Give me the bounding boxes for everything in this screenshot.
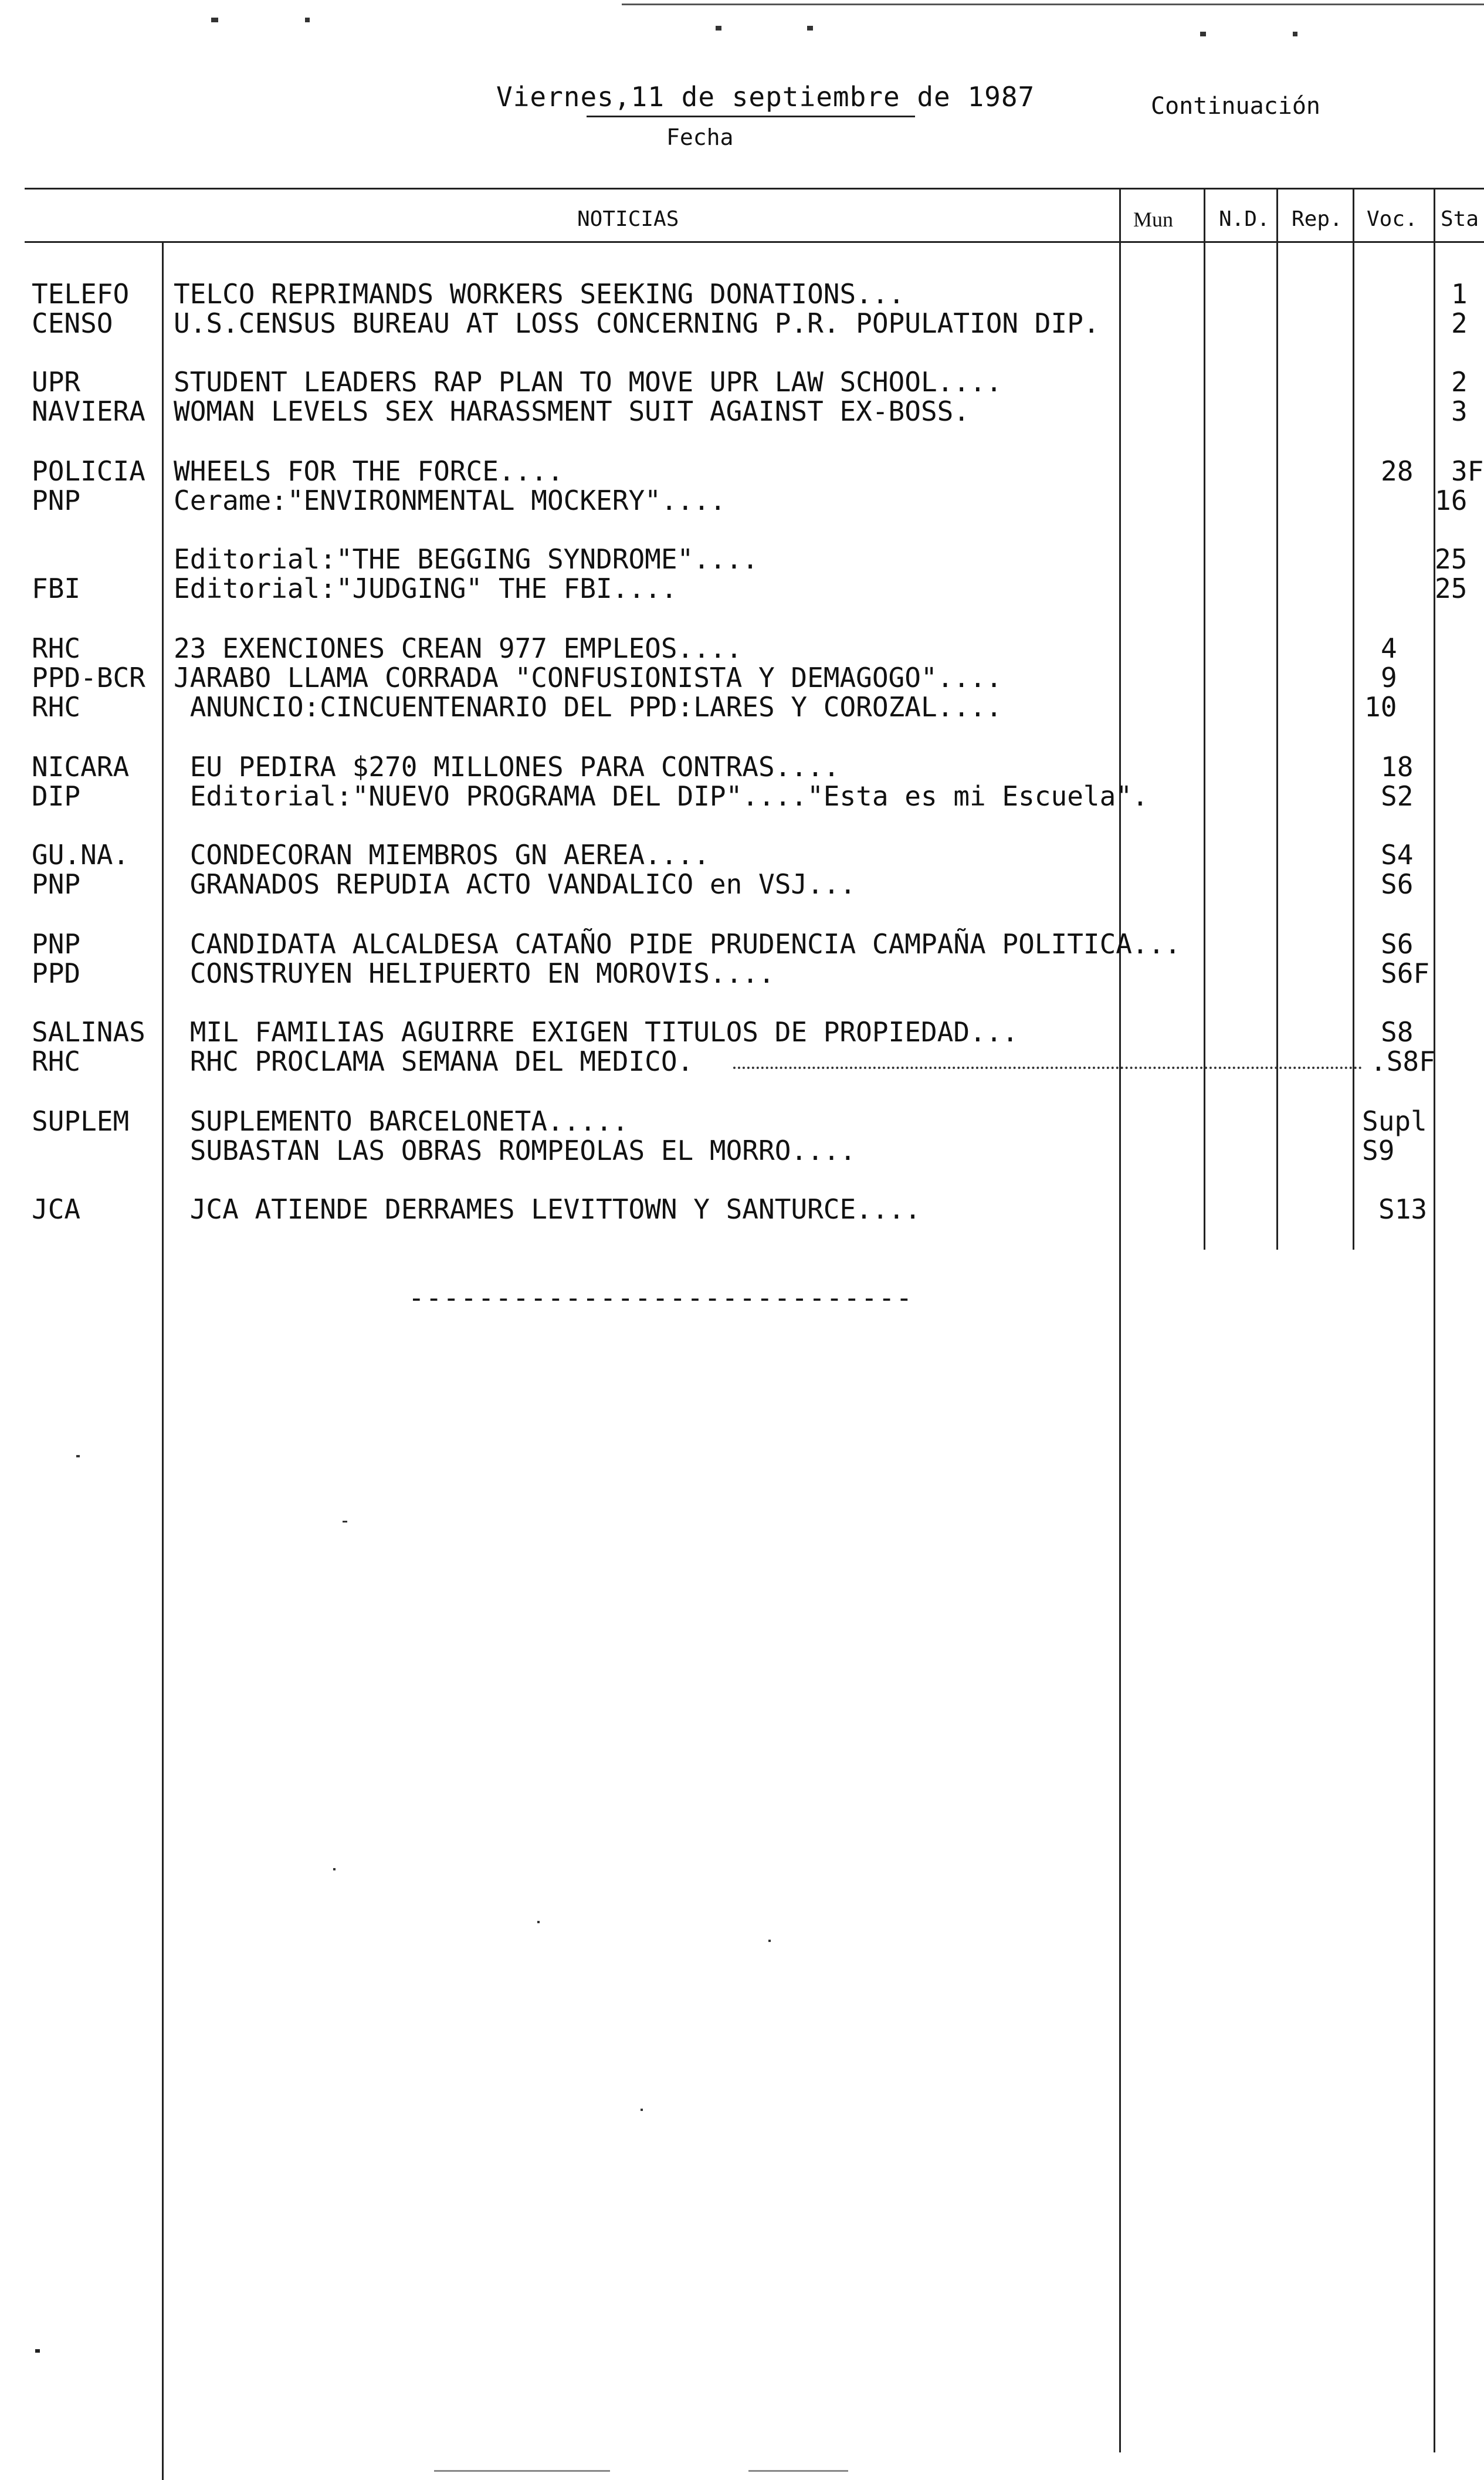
row-headline: Cerame:"ENVIRONMENTAL MOCKERY"....: [174, 485, 726, 516]
list-item: [32, 278, 129, 310]
date-caption: Fecha: [666, 124, 734, 150]
col-header-sta: Sta: [1441, 207, 1479, 231]
scan-speck: [305, 18, 310, 22]
col-header-noticias: NOTICIAS: [577, 207, 679, 231]
row-headline: CONDECORAN MIEMBROS GN AEREA....: [174, 839, 710, 871]
row-voc: S6: [1381, 868, 1414, 900]
row-category: CENSO: [32, 307, 113, 339]
row-voc: S9: [1362, 1135, 1395, 1166]
row-headline: WHEELS FOR THE FORCE....: [174, 455, 564, 487]
row-headline: EU PEDIRA $270 MILLONES PARA CONTRAS....: [174, 751, 840, 783]
scan-speck: [343, 1521, 347, 1522]
row-category: GU.NA.: [32, 839, 130, 871]
scan-speck: [1200, 32, 1206, 36]
scan-speck: [768, 1940, 771, 1942]
row-voc: 28: [1381, 455, 1414, 487]
row-headline: JARABO LLAMA CORRADA "CONFUSIONISTA Y DEMAGOGO"....: [174, 662, 1002, 693]
scan-speck: [35, 2349, 40, 2353]
row-voc: S6F: [1381, 958, 1430, 989]
row-voc: 18: [1381, 751, 1414, 783]
row-voc: S8: [1381, 1016, 1414, 1048]
row-headline: STUDENT LEADERS RAP PLAN TO MOVE UPR LAW SCHOOL....: [174, 366, 1002, 398]
row-voc: 9: [1381, 662, 1397, 693]
col-header-nd: N.D.: [1219, 207, 1270, 231]
row-headline: JCA ATIENDE DERRAMES LEVITTOWN Y SANTURCE....: [174, 1193, 921, 1225]
list-item: [174, 278, 904, 310]
row-headline: U.S.CENSUS BUREAU AT LOSS CONCERNING P.R. POPULATION DIP.: [174, 307, 1100, 339]
row-headline: WOMAN LEVELS SEX HARASSMENT SUIT AGAINST EX-BOSS.: [174, 395, 970, 427]
row-headline: SUPLEMENTO BARCELONETA.....: [174, 1105, 629, 1137]
row-category: PPD: [32, 958, 81, 989]
row-headline: 23 EXENCIONES CREAN 977 EMPLEOS....: [174, 632, 743, 664]
date-underline: [587, 116, 915, 117]
row-category: PPD-BCR: [32, 662, 145, 693]
row-sta: 1: [1451, 278, 1468, 310]
continuation-label: Continuación: [1151, 93, 1320, 120]
table-header-rule: [25, 241, 1484, 243]
row-sta: 2: [1451, 366, 1468, 398]
row-voc: S6: [1381, 928, 1414, 960]
dotted-leader: [733, 1067, 1362, 1069]
row-sta: 2: [1451, 307, 1468, 339]
row-headline: Editorial:"JUDGING" THE FBI....: [174, 573, 677, 604]
scan-speck: [1293, 32, 1297, 36]
row-headline: GRANADOS REPUDIA ACTO VANDALICO en VSJ...: [174, 868, 856, 900]
page-date: Viernes,11 de septiembre de 1987: [496, 81, 1035, 113]
scan-speck: [716, 26, 721, 31]
row-voc: 4: [1381, 632, 1397, 664]
scan-speck: [537, 1921, 540, 1923]
row-voc: S4: [1381, 839, 1414, 871]
scan-edge-bottom: [748, 2470, 848, 2472]
row-category: RHC: [32, 632, 81, 664]
col-divider-category: [162, 241, 164, 2480]
scan-speck: [76, 1455, 80, 1457]
row-headline: Editorial:"THE BEGGING SYNDROME"....: [174, 543, 758, 575]
row-category: RHC: [32, 691, 81, 723]
row-category: JCA: [32, 1193, 81, 1225]
row-headline: RHC PROCLAMA SEMANA DEL MEDICO.: [174, 1046, 694, 1077]
row-sta: 3: [1451, 395, 1468, 427]
col-divider-sta: [1434, 188, 1435, 2452]
row-category: SUPLEM: [32, 1105, 130, 1137]
row-headline: MIL FAMILIAS AGUIRRE EXIGEN TITULOS DE PROPIEDAD...: [174, 1016, 1019, 1048]
row-category: SALINAS: [32, 1016, 145, 1048]
row-category: PNP: [32, 485, 81, 516]
scan-speck: [333, 1868, 336, 1870]
row-headline: Editorial:"NUEVO PROGRAMA DEL DIP"...."Esta es mi Escuela".: [174, 780, 1148, 812]
row-voc: S13: [1378, 1193, 1428, 1225]
row-category: TELEFO: [32, 278, 130, 310]
scan-speck: [211, 18, 218, 22]
row-voc: 10: [1364, 691, 1397, 723]
row-category: RHC: [32, 1046, 81, 1077]
scan-speck: [641, 2109, 643, 2111]
scan-edge-bottom: [434, 2470, 610, 2472]
row-sta: 3F: [1451, 455, 1484, 487]
col-header-voc: Voc.: [1367, 207, 1418, 231]
row-category: NICARA: [32, 751, 130, 783]
row-headline: ANUNCIO:CINCUENTENARIO DEL PPD:LARES Y COROZAL....: [174, 691, 1002, 723]
row-voc: .S8F: [1370, 1046, 1435, 1077]
row-voc: Supl: [1362, 1105, 1427, 1137]
scan-edge-top: [622, 4, 1484, 5]
col-divider-nd: [1204, 188, 1205, 1250]
table-top-rule: [25, 188, 1484, 190]
row-sta: 16: [1435, 485, 1468, 516]
end-of-list-rule: -----------------------------: [408, 1282, 914, 1314]
row-category: NAVIERA: [32, 395, 145, 427]
col-divider-rep: [1276, 188, 1278, 1250]
col-divider-mun: [1119, 188, 1121, 2452]
row-category: POLICIA: [32, 455, 145, 487]
row-headline: CONSTRUYEN HELIPUERTO EN MOROVIS....: [174, 958, 775, 989]
row-headline: TELCO REPRIMANDS WORKERS SEEKING DONATIONS...: [174, 278, 905, 310]
row-voc: S2: [1381, 780, 1414, 812]
col-header-rep: Rep.: [1292, 207, 1343, 231]
scan-speck: [807, 26, 813, 31]
col-divider-voc: [1353, 188, 1354, 1250]
row-sta: 25: [1435, 543, 1468, 575]
row-category: PNP: [32, 868, 81, 900]
row-headline: SUBASTAN LAS OBRAS ROMPEOLAS EL MORRO....: [174, 1135, 856, 1166]
row-category: FBI: [32, 573, 81, 604]
row-category: PNP: [32, 928, 81, 960]
col-header-mun: Mun: [1133, 208, 1174, 231]
row-category: UPR: [32, 366, 81, 398]
row-headline: CANDIDATA ALCALDESA CATAÑO PIDE PRUDENCIA CAMPAÑA POLITICA...: [174, 928, 1181, 960]
row-category: DIP: [32, 780, 81, 812]
row-sta: 25: [1435, 573, 1468, 604]
